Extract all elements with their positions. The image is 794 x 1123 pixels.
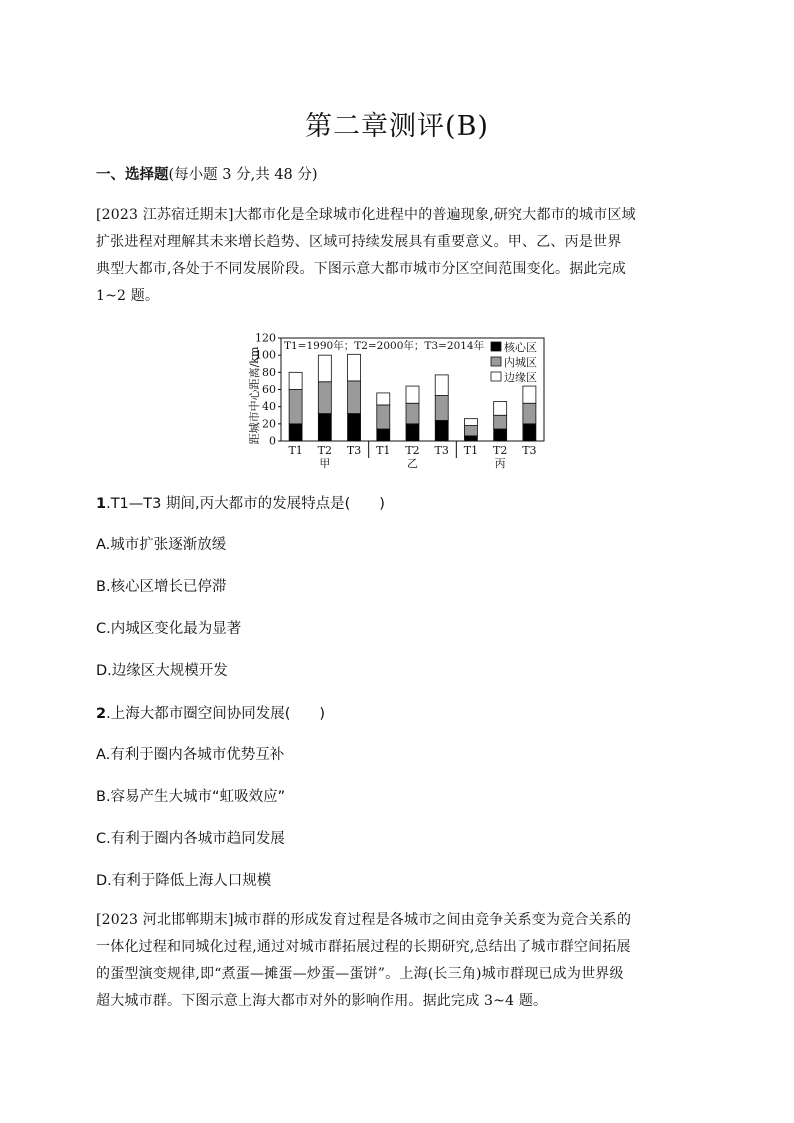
bar-segment [464, 436, 477, 441]
bar-segment [377, 405, 390, 429]
x-tick-label: T3 [346, 444, 362, 457]
y-tick-label: 100 [255, 348, 276, 362]
intro-line: 一体化过程和同城化过程,通过对城市群拓展过程的长期研究,总结出了城市群空间拓展 [96, 939, 631, 955]
x-tick-label: T3 [522, 444, 537, 457]
y-tick-label: 0 [269, 434, 276, 448]
question-1-option-a[interactable]: A.城市扩张逐渐放缓 [96, 537, 227, 553]
intro-line: 典型大都市,各处于不同发展阶段。下图示意大都市城市分区空间范围变化。据此完成 [96, 261, 627, 277]
y-tick-label: 80 [262, 365, 276, 379]
legend-swatch [491, 372, 501, 381]
intro-passage-2 [96, 907, 702, 1015]
question-1-option-d[interactable]: D.边缘区大规模开发 [96, 663, 228, 679]
section-heading [96, 163, 318, 184]
bar-segment [289, 390, 302, 424]
x-tick-label: T1 [376, 444, 391, 457]
legend-label: 内城区 [504, 356, 537, 369]
source-tag: [2023 江苏宿迁期末] [96, 207, 234, 223]
question-1-option-c[interactable]: C.内城区变化最为显著 [96, 621, 242, 637]
page-title: 第二章测评(B) [305, 111, 489, 142]
bar-segment [494, 402, 507, 416]
question-2-option-a[interactable]: A.有利于圈内各城市优势互补 [96, 747, 285, 763]
bar-segment [348, 354, 361, 381]
bar-segment [406, 403, 419, 424]
section-heading-note: (每小题 3 分,共 48 分) [168, 167, 318, 183]
bar-segment [318, 355, 331, 382]
bar-segment [289, 424, 302, 441]
x-tick-label: T1 [288, 444, 303, 457]
bar-segment [435, 375, 448, 396]
bar-segment [464, 419, 477, 426]
source-tag: [2023 河北邯郸期末] [96, 912, 234, 928]
bar-segment [435, 420, 448, 441]
intro-line: 1~2 题。 [96, 288, 160, 304]
intro-passage-1 [96, 202, 702, 310]
y-tick-label: 60 [262, 383, 276, 396]
question-number: 2 [96, 706, 107, 722]
bar-segment [494, 429, 507, 441]
group-label: 乙 [407, 457, 418, 470]
section-heading-label: 一、选择题 [96, 167, 169, 183]
question-2-option-d[interactable]: D.有利于降低上海人口规模 [96, 873, 272, 889]
intro-line: [2023 江苏宿迁期末]大都市化是全球城市化进程中的普遍现象,研究大都市的城市区域 [96, 207, 636, 223]
intro-line: 超大城市群。下图示意上海大都市对外的影响作用。据此完成 3~4 题。 [96, 993, 548, 1009]
x-tick-label: T3 [434, 444, 449, 457]
bar-segment [406, 424, 419, 441]
intro-line: 的蛋型演变规律,即“煮蛋—摊蛋—炒蛋—蛋饼”。上海(长三角)城市群现已成为世界级 [96, 966, 624, 982]
bar-segment [348, 381, 361, 414]
question-2-option-c[interactable]: C.有利于圈内各城市趋同发展 [96, 831, 285, 847]
group-label: 甲 [319, 457, 331, 470]
bar-segment [494, 415, 507, 429]
bar-segment [377, 429, 390, 441]
question-1-stem: 1.T1—T3 期间,丙大都市的发展特点是( ) [96, 496, 385, 512]
question-2-stem: 2.上海大都市圈空间协同发展( ) [96, 706, 326, 722]
x-tick-label: T2 [405, 444, 420, 457]
y-tick-label: 120 [255, 331, 276, 345]
bar-segment [435, 396, 448, 421]
y-tick-label: 40 [262, 400, 276, 414]
x-tick-label: T2 [492, 444, 508, 457]
bar-segment [464, 426, 477, 436]
bar-segment [406, 386, 419, 403]
y-tick-label: 20 [262, 417, 276, 431]
bar-segment [523, 424, 536, 441]
chart-annotation: T1=1990年；T2=2000年；T3=2014年 [284, 340, 485, 352]
bar-segment [289, 372, 302, 389]
bar-segment [318, 414, 331, 441]
question-number: 1 [96, 496, 107, 512]
y-axis-label: 距城市中心距离/km [248, 346, 261, 445]
intro-line: 扩张进程对理解其未来增长趋势、区域可持续发展具有重要意义。甲、乙、丙是世界 [96, 234, 622, 250]
bar-segment [318, 382, 331, 414]
bar-segment [348, 414, 361, 441]
x-tick-label: T2 [317, 444, 333, 457]
x-tick-label: T1 [463, 444, 479, 457]
bar-segment [523, 403, 536, 424]
legend-label: 边缘区 [504, 371, 537, 384]
group-label: 丙 [494, 457, 506, 470]
intro-line: [2023 河北邯郸期末]城市群的形成发育过程是各城市之间由竞争关系变为竞合关系的 [96, 912, 632, 928]
question-2-option-b[interactable]: B.容易产生大城市“虹吸效应” [96, 789, 286, 805]
legend-swatch [491, 357, 501, 366]
bar-chart [244, 328, 554, 470]
bar-segment [523, 386, 536, 403]
legend-swatch [491, 342, 501, 351]
question-1-option-b[interactable]: B.核心区增长已停滞 [96, 579, 227, 595]
legend-label: 核心区 [504, 341, 537, 354]
bar-segment [377, 393, 390, 405]
